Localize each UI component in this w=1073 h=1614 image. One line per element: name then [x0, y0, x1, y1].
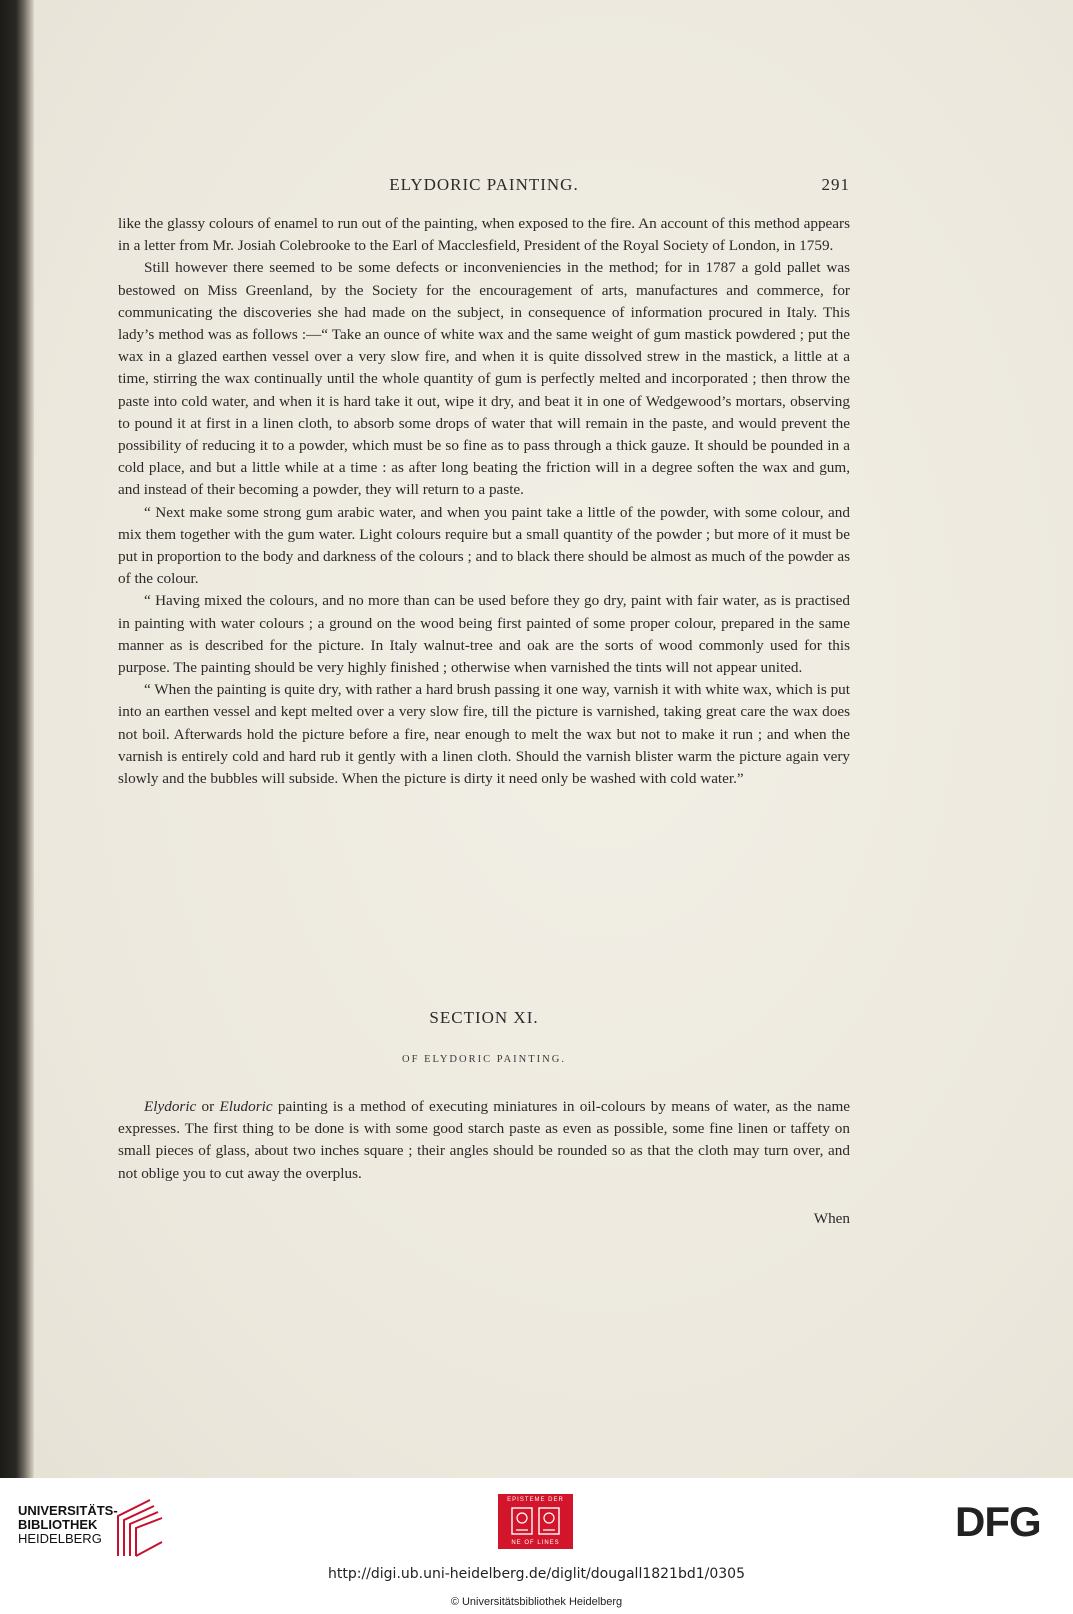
running-head-title: ELYDORIC PAINTING. — [389, 175, 579, 194]
viewer-footer — [0, 1478, 1073, 1614]
library-mark-icon — [110, 1498, 168, 1558]
italic-term: Eludoric — [219, 1098, 273, 1115]
paragraph — [118, 1096, 850, 1185]
paragraph: like the glassy colours of enamel to run out of the painting, when exposed to the fire. An account of this method appears in a letter from Mr. Josiah Colebrooke to the Earl of Macclesfield, President of the Royal Society of London, in 1759. — [118, 215, 850, 255]
paragraph: “ Having mixed the colours, and no more than can be used before they go dry, paint with fair water, as is practised in painting with water colours ; a ground on the wood being first painted of some proper colour, prepared in the same manner as is described for the picture. In Italy walnut-tree and oak are the sorts of wood commonly used for this purpose. The painting should be very highly finished ; otherwise when varnished the tints will not appear united. — [118, 592, 850, 677]
copyright-notice: © Universitätsbibliothek Heidelberg — [450, 1596, 623, 1608]
page-number: 291 — [821, 175, 850, 194]
episteme-logo[interactable] — [498, 1494, 573, 1549]
library-name — [18, 1504, 118, 1546]
text-run: or — [196, 1098, 220, 1115]
dfg-logo[interactable] — [955, 1500, 1057, 1540]
library-name-line: BIBLIOTHEK — [18, 1517, 98, 1532]
running-head — [118, 175, 850, 203]
text-run: painting is a method of executing miniatures in oil-colours by means of water, as the name expresses. The first thing to be done is with some good starch paste as even as possible, some fine linen or taffety on small pieces of glass, about two inches square ; their angles should be rounded so as that the cloth may turn over, and not oblige you to cut away the overplus. — [118, 1098, 850, 1182]
paragraph: Still however there seemed to be some defects or inconveniencies in the method; for in 1787 a gold pallet was bestowed on Miss Greenland, by the Society for the encouragement of arts, manufactures and commerce, for communicating the discoveries she had made on the subject, in consequence of information procured in Italy. This lady’s method was as follows :—“ Take an ounce of white wax and the same weight of gum mastick powdered ; put the wax in a glazed earthen vessel over a very slow fire, and when it is quite dissolved strew in the mastick, a little at a time, stirring the wax continually until the whole quantity of gum is perfectly melted and incorporated ; then throw the paste into cold water, and when it is hard take it out, wipe it dry, and beat it in one of Wedgewood’s mortars, observing to pound it at first in a linen cloth, to absorb some drops of water that will remain in the paste, and would prevent the possibility of reducing it to a powder, which must be so fine as to pass through a thick gauze. It should be pounded in a cold place, and but a little while at a time : as after long beating the friction will in a degree soften the wax and gum, and instead of their becoming a powder, they will return to a paste. — [118, 259, 850, 499]
section-title: SECTION XI. — [429, 1008, 539, 1027]
paragraph: “ When the painting is quite dry, with rather a hard brush passing it one way, varnish it with white wax, which is put into an earthen vessel and kept melted over a very slow fire, till the picture is varnished, taking great care the wax does not boil. Afterwards hold the picture before a fire, near enough to melt the wax but not to make it run ; and when the varnish is entirely cold and hard rub it gently with a linen cloth. Should the varnish blister warm the picture again very slowly and the bubbles will subside. When the picture is dirty it need only be washed with cold water.” — [118, 681, 850, 788]
main-text — [118, 213, 850, 790]
university-library-logo[interactable] — [18, 1498, 198, 1558]
catchword: When — [813, 1210, 850, 1227]
paragraph: “ Next make some strong gum arabic water, and when you paint take a little of the powder, with some colour, and mix them together with the gum water. Light colours require but a small quantity of the powder ; but more of it must be put in proportion to the body and darkness of the colours ; and to black there should be almost as much of the powder as of the colour. — [118, 503, 850, 588]
italic-term: Elydoric — [144, 1098, 197, 1115]
episteme-logo-bottom-text: NE OF LINES — [511, 1540, 560, 1546]
dfg-logo-text: DFG — [955, 1500, 1041, 1540]
book-page — [34, 0, 1073, 1478]
section-subtitle: OF ELYDORIC PAINTING. — [402, 1054, 566, 1065]
library-name-line: HEIDELBERG — [18, 1531, 102, 1546]
permalink-url[interactable]: http://digi.ub.uni-heidelberg.de/diglit/dougall1821bd1/0305 — [328, 1566, 745, 1582]
episteme-logo-top-text: EPISTEME DER — [507, 1497, 564, 1503]
library-name-line: UNIVERSITÄTS- — [18, 1503, 118, 1518]
section-text — [118, 1096, 850, 1185]
